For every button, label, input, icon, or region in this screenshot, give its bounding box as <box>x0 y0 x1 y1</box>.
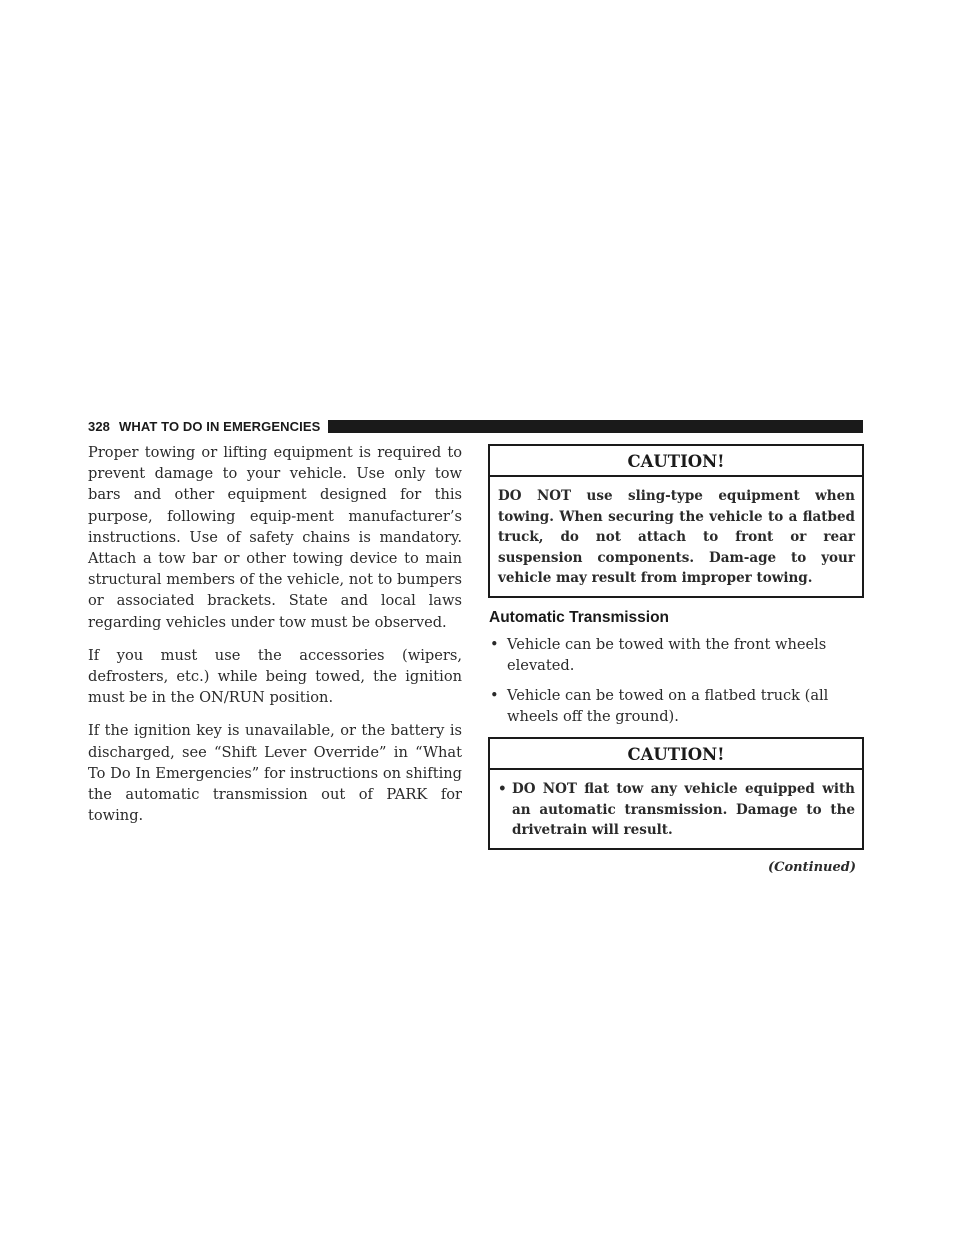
list-item-text: Vehicle can be towed on a flatbed truck (all wheels off the ground). <box>507 686 829 726</box>
paragraph-towing-equipment: Proper towing or lifting equipment is required to prevent damage to your vehicle. Use only tow bars and other equipment designed for this purpose, following equip-ment manufacturer’s instructions. Use of safety chains is mandatory. Attach a tow bar or other towing device to main structural members of the vehicle, not to bumpers or associated brackets. State and local laws regarding vehicles under tow must be observed. <box>88 444 462 631</box>
caution-box-sling <box>488 444 864 598</box>
subheading-automatic-transmission: Automatic Transmission <box>489 608 670 626</box>
paragraph-ignition-key: If the ignition key is unavailable, or the battery is discharged, see “Shift Lever Override” in “What To Do In Emergencies” for instructions on shifting the automatic transmission out of PARK for towing. <box>88 722 462 825</box>
caution-text: DO NOT use sling-type equipment when towing. When securing the vehicle to a flatbed truck, do not attach to front or rear suspension components. Dam-age to your vehicle may result from improper towing. <box>498 488 855 586</box>
caution-title: CAUTION! <box>490 739 862 770</box>
left-column <box>88 442 462 838</box>
paragraph-accessories: If you must use the accessories (wipers, defrosters, etc.) while being towed, the ignition must be in the ON/RUN position. <box>88 646 462 707</box>
caution-title: CAUTION! <box>490 446 862 477</box>
bullet-icon: • <box>490 635 499 653</box>
header-rule <box>328 420 863 433</box>
section-title: WHAT TO DO IN EMERGENCIES <box>119 418 321 434</box>
caution-text: DO NOT flat tow any vehicle equipped with an automatic transmission. Damage to the drivetrain will result. <box>512 781 855 839</box>
bullet-icon: • <box>490 686 499 704</box>
caution-box-flat-tow <box>488 737 864 850</box>
right-column <box>488 444 864 875</box>
continued-note: (Continued) <box>768 859 856 875</box>
list-item <box>488 685 864 727</box>
page-number: 328 <box>88 418 110 434</box>
list-item <box>488 634 864 676</box>
list-item-text: Vehicle can be towed with the front wheels elevated. <box>507 635 827 674</box>
page-header <box>88 418 863 434</box>
caution-list-item <box>498 779 855 841</box>
bullet-icon: • <box>498 781 507 798</box>
caution-body <box>490 770 862 848</box>
